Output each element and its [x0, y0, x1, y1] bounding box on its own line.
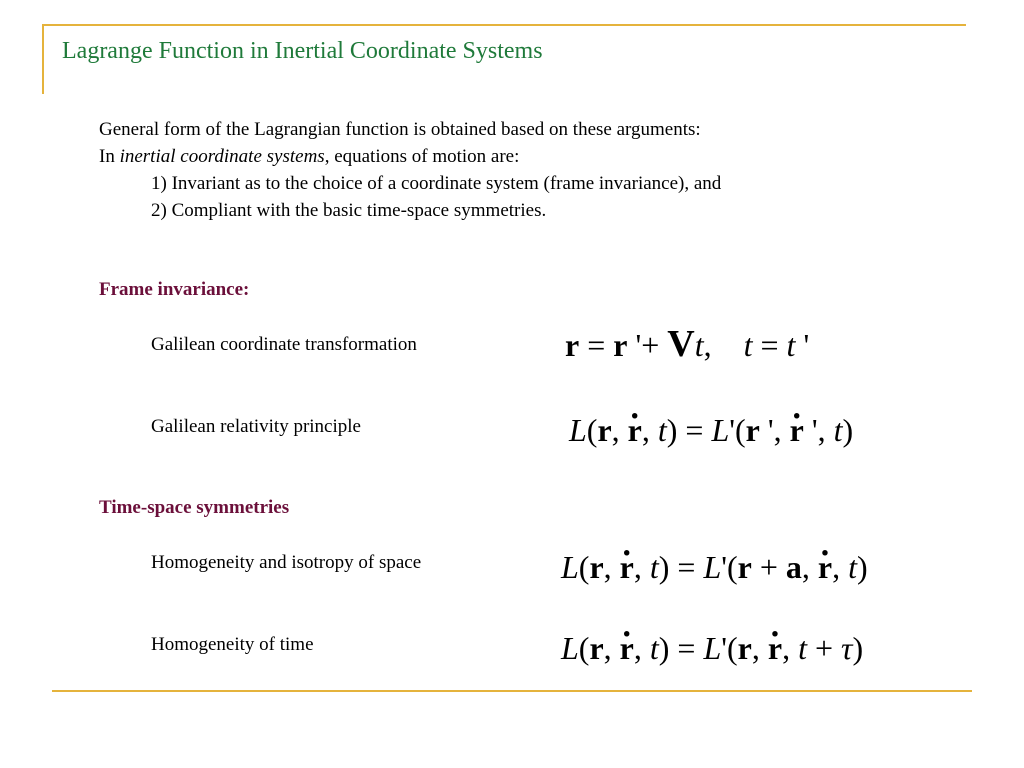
- equation-homogeneity-space: L(r, r ·, t) = L'(r + a, r ·, t): [561, 549, 868, 586]
- frame-bottom-rule: [52, 690, 972, 692]
- section-heading-time-space: Time-space symmetries: [99, 497, 290, 518]
- intro-item-2: 2) Compliant with the basic time-space symmetries.: [151, 200, 547, 221]
- intro-line-1: General form of the Lagrangian function is obtained based on these arguments:: [99, 119, 701, 140]
- label-galilean-transformation: Galilean coordinate transformation: [151, 334, 417, 355]
- intro-item-1: 1) Invariant as to the choice of a coordinate system (frame invariance), and: [151, 173, 722, 194]
- slide-title: Lagrange Function in Inertial Coordinate Systems: [62, 38, 543, 64]
- intro-text: [99, 116, 721, 224]
- equation-homogeneity-time: L(r, r ·, t) = L'(r, r ·, t + τ): [561, 630, 863, 667]
- intro-line-2-suffix: , equations of motion are:: [324, 146, 520, 167]
- section-heading-frame-invariance: Frame invariance:: [99, 279, 250, 300]
- label-homogeneity-space: Homogeneity and isotropy of space: [151, 552, 422, 573]
- intro-line-2-prefix: In: [99, 146, 120, 167]
- equation-galilean-transformation: r = r '+ Vt, t = t ': [565, 323, 810, 365]
- frame-left-rule: [42, 24, 44, 94]
- intro-line-2-italic: inertial coordinate systems: [119, 146, 325, 167]
- label-homogeneity-time: Homogeneity of time: [151, 634, 314, 655]
- frame-top-rule: [42, 24, 966, 26]
- intro-line-2: [99, 143, 721, 170]
- equation-galilean-relativity: L(r, r ·, t) = L'(r ', r · ', t): [569, 412, 853, 449]
- label-galilean-relativity: Galilean relativity principle: [151, 416, 361, 437]
